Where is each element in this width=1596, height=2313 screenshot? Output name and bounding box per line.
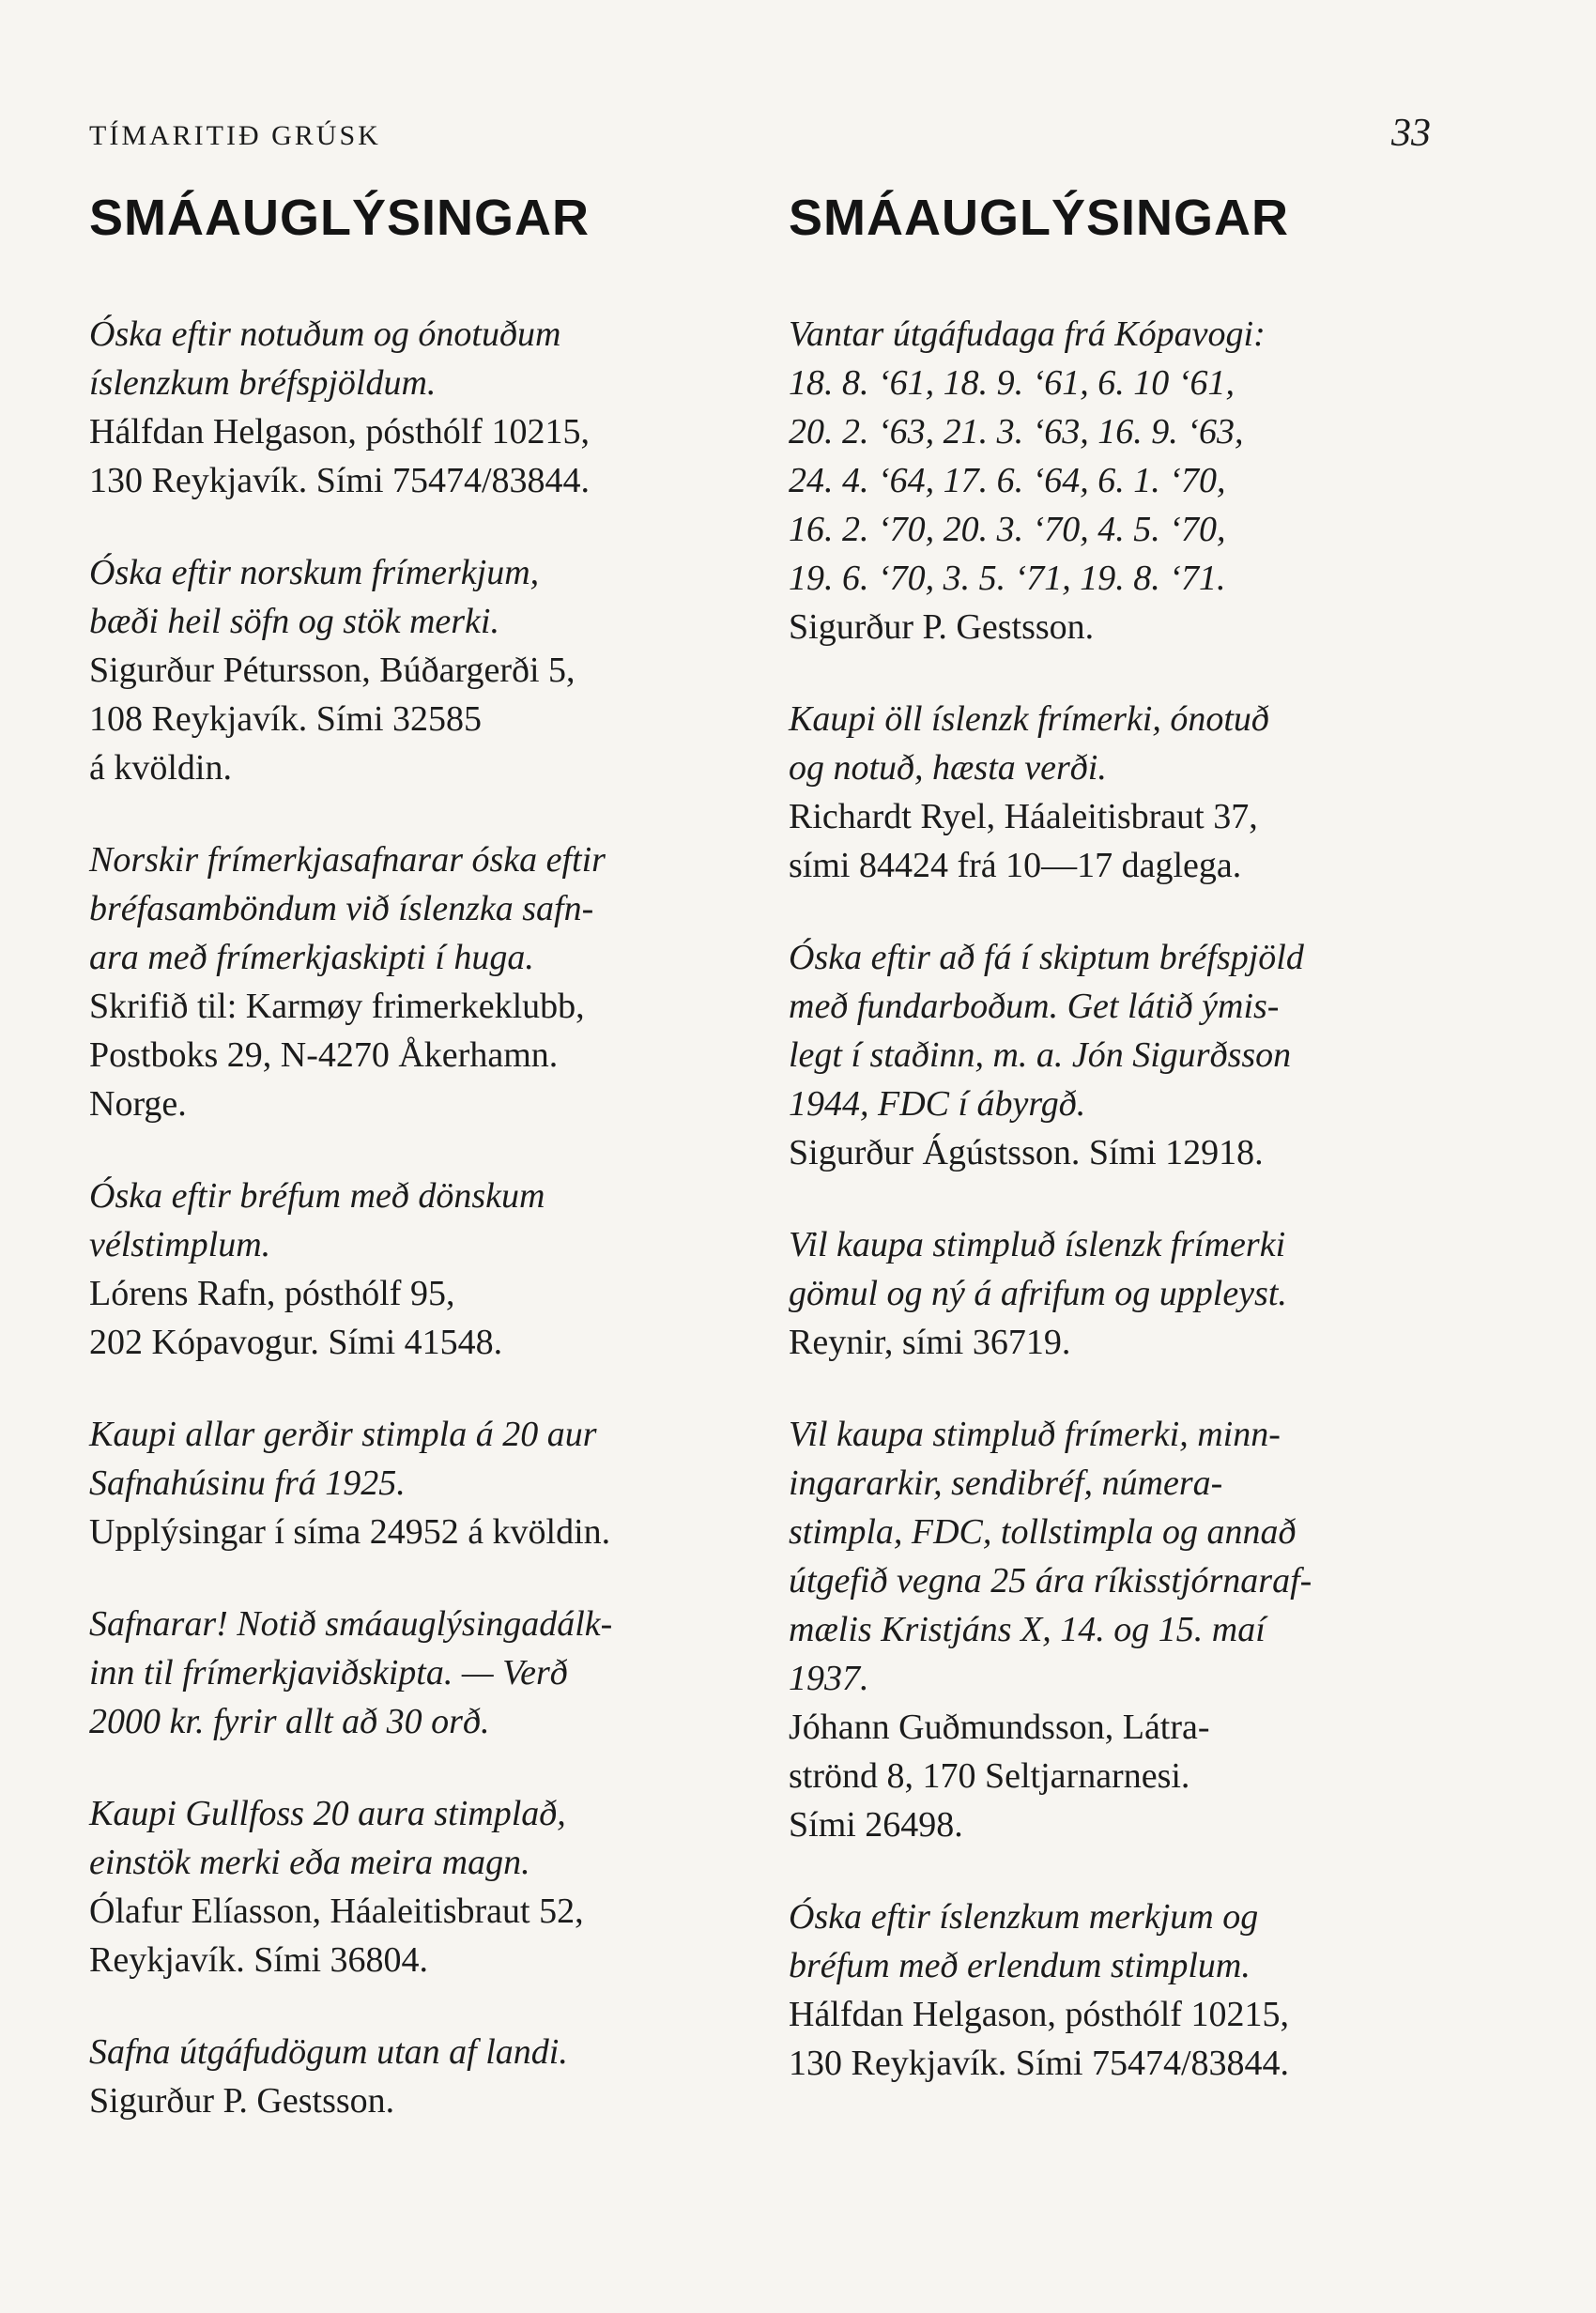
- ad-contact-line: Jóhann Guðmundsson, Látra-: [789, 1708, 1210, 1747]
- ad-request-line: Kaupi öll íslenzk frímerki, ónotuð: [789, 699, 1269, 739]
- ad-request-line: 16. 2. ‘70, 20. 3. ‘70, 4. 5. ‘70,: [789, 510, 1226, 549]
- classified-ad: [89, 548, 765, 792]
- ad-request-line: ingararkir, sendibréf, númera-: [789, 1463, 1223, 1503]
- ad-request-line: Safnahúsinu frá 1925.: [89, 1463, 406, 1503]
- ad-contact-line: Skrifið til: Karmøy frimerkeklubb,: [89, 987, 585, 1026]
- column-heading: SMÁAUGLÝSINGAR: [789, 190, 1290, 246]
- ad-contact-line: Hálfdan Helgason, pósthólf 10215,: [89, 412, 590, 452]
- ad-request-line: 1944, FDC í ábyrgð.: [789, 1084, 1086, 1124]
- ad-request-line: einstök merki eða meira magn.: [89, 1843, 530, 1882]
- ad-contact-line: Upplýsingar í síma 24952 á kvöldin.: [89, 1512, 611, 1552]
- classified-ad: [89, 835, 765, 1128]
- ad-contact-line: Reykjavík. Sími 36804.: [89, 1940, 428, 1980]
- ad-contact-line: Reynir, sími 36719.: [789, 1323, 1071, 1362]
- ad-request-line: íslenzkum bréfspjöldum.: [89, 363, 437, 403]
- ad-contact-line: Norge.: [89, 1084, 187, 1124]
- ad-contact-line: Ólafur Elíasson, Háaleitisbraut 52,: [89, 1892, 584, 1931]
- column-heading: SMÁAUGLÝSINGAR: [89, 190, 591, 246]
- ad-request-line: bréfasamböndum við íslenzka safn-: [89, 889, 594, 928]
- running-head: TÍMARITIÐ GRÚSK: [89, 120, 381, 151]
- left-column: [89, 188, 765, 2168]
- ads-list: [89, 310, 765, 2125]
- ad-contact-line: 130 Reykjavík. Sími 75474/83844.: [89, 461, 591, 500]
- ad-contact-line: Sigurður P. Gestsson.: [789, 607, 1095, 647]
- ad-request-line: gömul og ný á afrifum og uppleyst.: [789, 1274, 1287, 1313]
- classified-ad: [89, 310, 765, 505]
- ad-request-line: inn til frímerkjaviðskipta. — Verð: [89, 1653, 568, 1693]
- ad-request-line: 24. 4. ‘64, 17. 6. ‘64, 6. 1. ‘70,: [789, 461, 1226, 500]
- ad-request-line: Kaupi Gullfoss 20 aura stimplað,: [89, 1794, 566, 1833]
- ad-request-line: Óska eftir að fá í skiptum bréfspjöld: [789, 938, 1304, 977]
- ad-request-line: 2000 kr. fyrir allt að 30 orð.: [89, 1702, 490, 1741]
- ads-list: [789, 310, 1465, 2088]
- ad-contact-line: 130 Reykjavík. Sími 75474/83844.: [789, 2044, 1290, 2083]
- ad-contact-line: Sigurður P. Gestsson.: [89, 2081, 395, 2121]
- ad-request-line: Vantar útgáfudaga frá Kópavogi:: [789, 314, 1266, 354]
- classified-ad: [789, 1892, 1465, 2088]
- ad-request-line: Norskir frímerkjasafnarar óska eftir: [89, 840, 606, 880]
- ad-contact-line: Sigurður Ágústsson. Sími 12918.: [789, 1133, 1264, 1172]
- ad-request-line: Kaupi allar gerðir stimpla á 20 aur: [89, 1415, 597, 1454]
- ad-request-line: og notuð, hæsta verði.: [789, 748, 1107, 788]
- right-column: [789, 188, 1465, 2131]
- ad-request-line: Óska eftir notuðum og ónotuðum: [89, 314, 561, 354]
- ad-contact-line: Postboks 29, N-4270 Åkerhamn.: [89, 1035, 559, 1075]
- ad-request-line: Óska eftir norskum frímerkjum,: [89, 553, 540, 592]
- ad-request-line: 18. 8. ‘61, 18. 9. ‘61, 6. 10 ‘61,: [789, 363, 1235, 403]
- ad-request-line: stimpla, FDC, tollstimpla og annað: [789, 1512, 1297, 1552]
- ad-request-line: bæði heil söfn og stök merki.: [89, 602, 499, 641]
- ad-contact-line: Sími 26498.: [789, 1805, 963, 1845]
- classified-ad: [89, 1600, 765, 1746]
- ad-request-line: legt í staðinn, m. a. Jón Sigurðsson: [789, 1035, 1292, 1075]
- ad-request-line: Vil kaupa stimpluð frímerki, minn-: [789, 1415, 1281, 1454]
- ad-request-line: mælis Kristjáns X, 14. og 15. maí: [789, 1610, 1266, 1649]
- ad-contact-line: Lórens Rafn, pósthólf 95,: [89, 1274, 455, 1313]
- ad-contact-line: 108 Reykjavík. Sími 32585: [89, 699, 482, 739]
- ad-contact-line: strönd 8, 170 Seltjarnarnesi.: [789, 1756, 1190, 1796]
- ad-request-line: Safna útgáfudögum utan af landi.: [89, 2032, 568, 2072]
- ad-request-line: Safnarar! Notið smáauglýsingadálk-: [89, 1604, 613, 1644]
- classified-ad: [89, 2028, 765, 2125]
- ad-contact-line: á kvöldin.: [89, 748, 232, 788]
- ad-request-line: vélstimplum.: [89, 1225, 271, 1264]
- ad-contact-line: 202 Kópavogur. Sími 41548.: [89, 1323, 503, 1362]
- ad-request-line: 20. 2. ‘63, 21. 3. ‘63, 16. 9. ‘63,: [789, 412, 1244, 452]
- ad-request-line: ara með frímerkjaskipti í huga.: [89, 938, 534, 977]
- ad-request-line: Vil kaupa stimpluð íslenzk frímerki: [789, 1225, 1286, 1264]
- classified-ad: [789, 695, 1465, 890]
- ad-contact-line: Hálfdan Helgason, pósthólf 10215,: [789, 1995, 1289, 2034]
- classified-ad: [789, 933, 1465, 1177]
- ad-contact-line: Richardt Ryel, Háaleitisbraut 37,: [789, 797, 1258, 836]
- ad-request-line: 1937.: [789, 1659, 869, 1698]
- ad-request-line: 19. 6. ‘70, 3. 5. ‘71, 19. 8. ‘71.: [789, 559, 1226, 598]
- ad-contact-line: sími 84424 frá 10—17 daglega.: [789, 846, 1242, 885]
- classified-ad: [89, 1172, 765, 1367]
- classified-ad: [789, 1410, 1465, 1849]
- ad-request-line: útgefið vegna 25 ára ríkisstjórnaraf-: [789, 1561, 1312, 1601]
- ad-request-line: Óska eftir bréfum með dönskum: [89, 1176, 545, 1216]
- classified-ad: [89, 1789, 765, 1984]
- ad-request-line: bréfum með erlendum stimplum.: [789, 1946, 1251, 1985]
- ad-request-line: Óska eftir íslenzkum merkjum og: [789, 1897, 1259, 1937]
- classified-ad: [789, 310, 1465, 651]
- ad-request-line: með fundarboðum. Get látið ýmis-: [789, 987, 1280, 1026]
- ad-contact-line: Sigurður Pétursson, Búðargerði 5,: [89, 651, 575, 690]
- page-number: 33: [1391, 112, 1431, 155]
- classified-ad: [789, 1220, 1465, 1367]
- classified-ad: [89, 1410, 765, 1556]
